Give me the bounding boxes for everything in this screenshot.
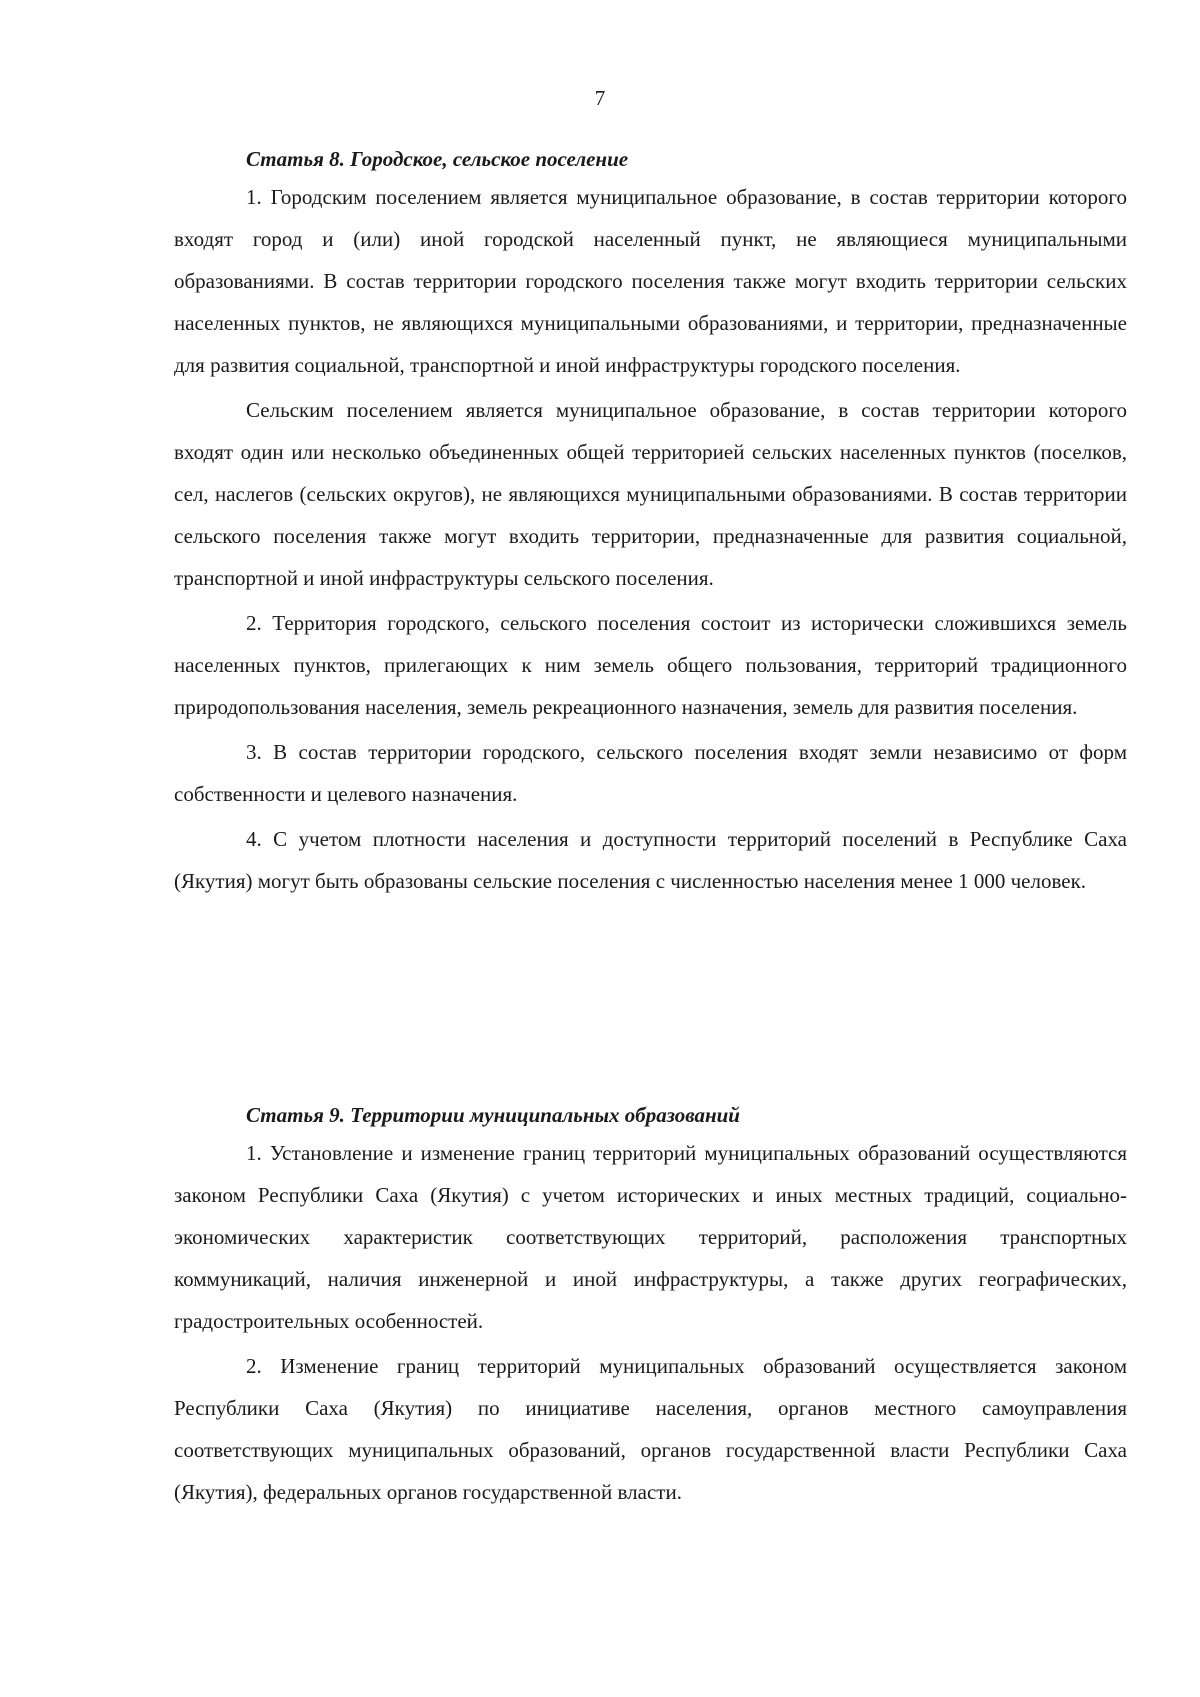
article-8	[174, 144, 1127, 902]
article-paragraph: 4. С учетом плотности населения и доступности территорий поселений в Республике Саха (Якутия) могут быть образованы сельские поселения с численностью населения менее 1 000 человек.	[174, 827, 1127, 893]
article-9	[174, 1100, 1127, 1513]
article-heading: Статья 8. Городское, сельское поселение	[246, 147, 629, 171]
article-heading: Статья 9. Территории муниципальных образований	[246, 1103, 740, 1127]
article-paragraph: 2. Территория городского, сельского поселения состоит из исторически сложившихся земель населенных пунктов, прилегающих к ним земель общего пользования, территорий традиционного природопользования населения, земель рекреационного назначения, земель для развития поселения.	[174, 611, 1127, 719]
article-paragraph: 1. Городским поселением является муниципальное образование, в состав территории которого входят город и (или) иной городской населенный пункт, не являющиеся муниципальными образованиями. В состав территории городского поселения также могут входить территории сельских населенных пунктов, не являющихся муниципальными образованиями, и территории, предназначенные для развития социальной, транспортной и иной инфраструктуры городского поселения.	[174, 185, 1127, 377]
article-paragraph: 1. Установление и изменение границ территорий муниципальных образований осуществляются законом Республики Саха (Якутия) с учетом исторических и иных местных традиций, социально-экономических характеристик соответствующих территорий, расположения транспортных коммуникаций, наличия инженерной и иной инфраструктуры, а также других географических, градостроительных особенностей.	[174, 1141, 1127, 1333]
article-paragraph: 2. Изменение границ территорий муниципальных образований осуществляется законом Республики Саха (Якутия) по инициативе населения, органов местного самоуправления соответствующих муниципальных образований, органов государственной власти Республики Саха (Якутия), федеральных органов государственной власти.	[174, 1354, 1127, 1504]
page-number: 7	[594, 86, 606, 110]
article-paragraph: 3. В состав территории городского, сельского поселения входят земли независимо от форм собственности и целевого назначения.	[174, 740, 1127, 806]
article-paragraph: Сельским поселением является муниципальное образование, в состав территории которого входят один или несколько объединенных общей территорией сельских населенных пунктов (поселков, сел, наслегов (сельских округов), не являющихся муниципальными образованиями. В состав территории сельского поселения также могут входить территории, предназначенные для развития социальной, транспортной и иной инфраструктуры сельского поселения.	[174, 398, 1127, 590]
